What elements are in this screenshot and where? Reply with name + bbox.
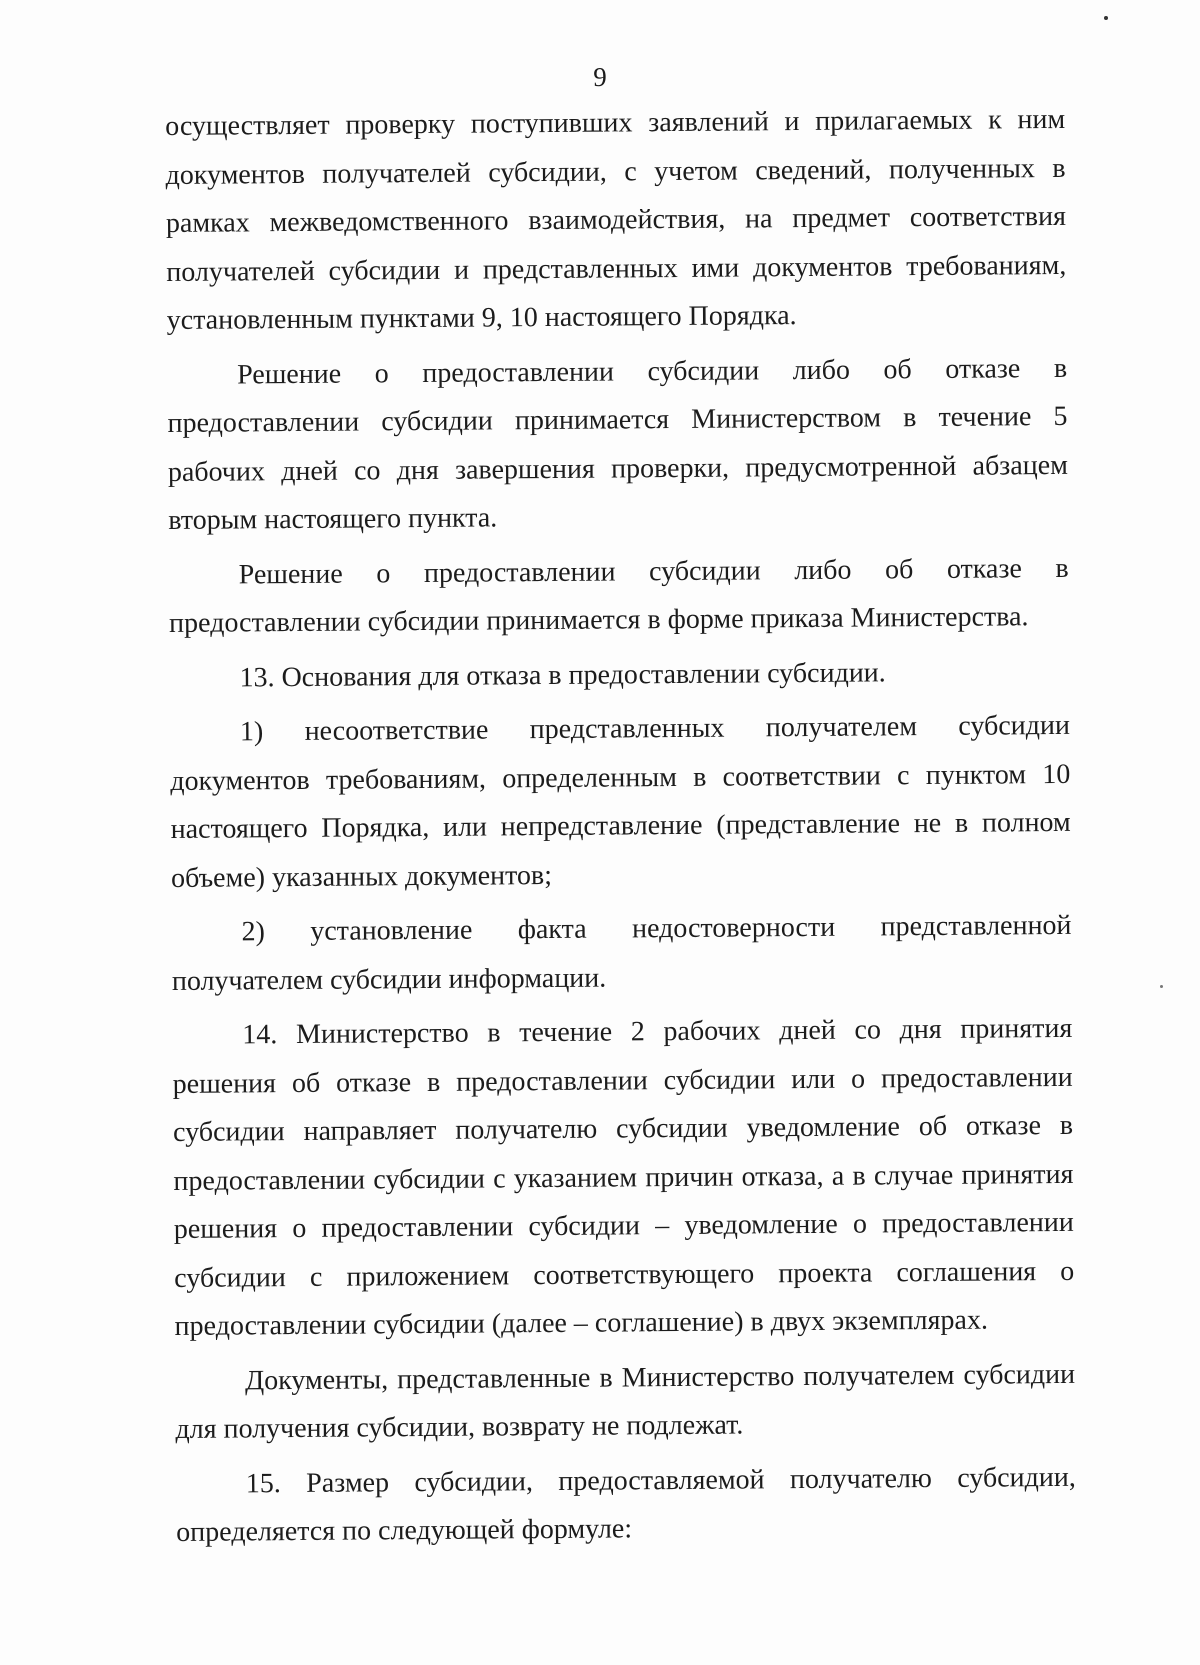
scan-speck: [1104, 16, 1108, 20]
paragraph-documents-not-returned: Документы, представленные в Министерство получателем субсидии для получения субсидии, возврату не подлежат.: [175, 1358, 1076, 1445]
paragraph-decision-timing: Решение о предоставлении субсидии либо об отказе в предоставлении субсидии принимается Министерством в течение 5 рабочих дней со дня завершения проверки, предусмотренной абзацем вторым настоящего пункта.: [167, 352, 1068, 536]
paragraph-13-item-2: 2) установление факта недостоверности представленной получателем субсидии информации.: [171, 909, 1072, 997]
paragraph-14: 14. Министерство в течение 2 рабочих дней со дня принятия решения об отказе в предоставлении субсидии или о предоставлении субсидии направляет получателю субсидии уведомление об отказе в предоставлении субсидии с указанием причин отказа, а в случае принятия решения о предоставлении субсидии – уведомление о предоставлении субсидии с приложением соответствующего проекта соглашения о предоставлении субсидии (далее – соглашение) в двух экземплярах.: [172, 1012, 1075, 1342]
paragraph-13-heading: 13. Основания для отказа в предоставлении субсидии.: [239, 656, 886, 693]
page-number: 9: [593, 62, 607, 92]
paragraph-13-item-1: 1) несоответствие представленных получателем субсидии документов требованиям, определенным в соответствии с пунктом 10 настоящего Порядка, или непредставление (представление не в полном объеме) указанных документов;: [170, 709, 1071, 894]
scan-speck: [1160, 985, 1163, 988]
paragraph-decision-form: Решение о предоставлении субсидии либо об отказе в предоставлении субсидии принимается в форме приказа Министерства.: [168, 552, 1069, 639]
document-body: [165, 96, 1076, 1558]
paragraph-continuation: осуществляет проверку поступивших заявлений и прилагаемых к ним документов получателей субсидии, с учетом сведений, полученных в рамках межведомственного взаимодействия, на предмет соответствия получателей субсидии и представленных ими документов требованиям, установленным пунктами 9, 10 настоящего Порядка.: [165, 103, 1067, 336]
paragraph-15: 15. Размер субсидии, предоставляемой получателю субсидии, определяется по следующей формуле:: [176, 1461, 1076, 1548]
